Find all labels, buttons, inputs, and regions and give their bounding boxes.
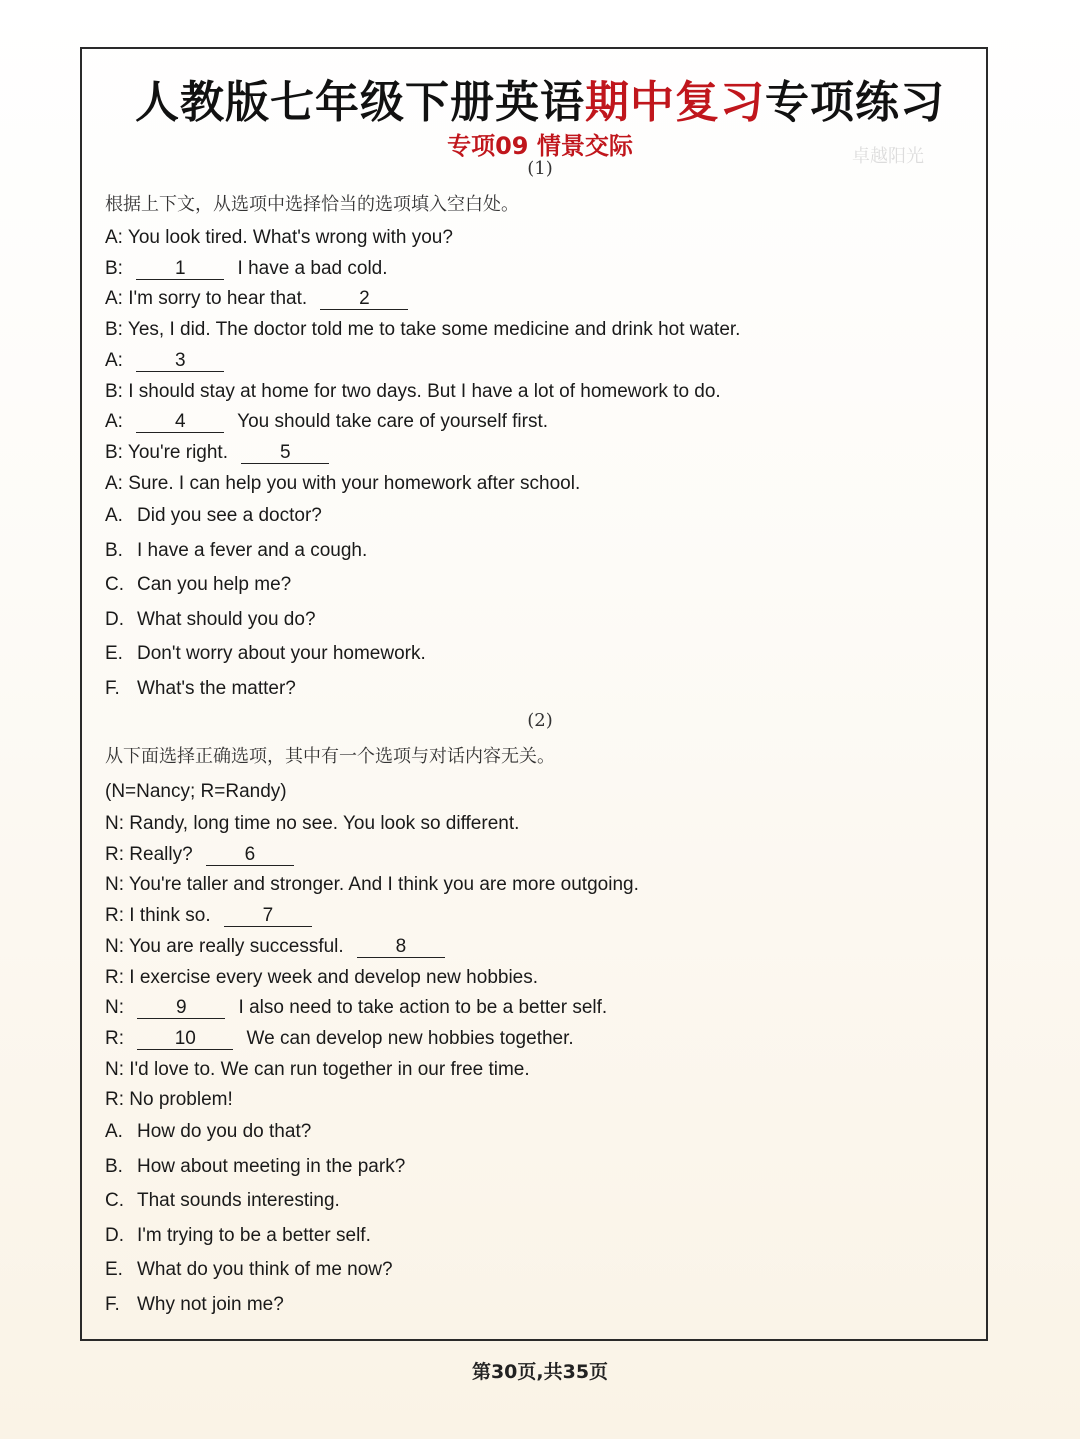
dialogue-text: A: I'm sorry to hear that. <box>105 288 313 310</box>
dialogue-text: N: <box>105 997 130 1019</box>
section-2-legend: (N=Nancy; R=Randy) <box>105 781 287 802</box>
dialogue-text: A: <box>105 411 129 433</box>
section-1-dialogue-line <box>105 410 548 434</box>
section-2-option <box>105 1189 340 1213</box>
section-1-option <box>105 608 316 632</box>
option-letter: C. <box>105 1190 124 1212</box>
dialogue-text: R: No problem! <box>105 1089 233 1111</box>
answer-blank[interactable]: 1 <box>136 259 224 280</box>
dialogue-text: I have a bad cold. <box>232 257 388 279</box>
section-2-dialogue-line <box>105 812 519 836</box>
answer-blank[interactable]: 4 <box>136 412 224 433</box>
dialogue-text: R: Really? <box>105 843 198 865</box>
answer-blank[interactable]: 3 <box>136 351 224 372</box>
option-letter: B. <box>105 539 123 561</box>
dialogue-text: R: I exercise every week and develop new hobbies. <box>105 966 539 988</box>
section-1-dialogue-line <box>105 226 453 250</box>
section-2-dialogue-line <box>105 1058 530 1082</box>
section-2-number: (2) <box>527 710 553 731</box>
option-letter: D. <box>105 608 124 630</box>
option-text: What's the matter? <box>137 678 296 699</box>
section-1-instruction: 根据上下文，从选项中选择恰当的选项填入空白处。 <box>105 194 519 215</box>
option-text: Did you see a doctor? <box>137 505 322 526</box>
option-text: That sounds interesting. <box>137 1190 340 1212</box>
dialogue-text: B: I should stay at home for two days. But I have a lot of homework to do. <box>105 380 721 402</box>
section-1-option <box>105 573 291 597</box>
option-letter: C. <box>105 574 124 596</box>
watermark: 卓越阳光 <box>852 146 924 167</box>
dialogue-text: R: <box>105 1027 130 1049</box>
option-letter: F. <box>105 678 120 699</box>
section-1-dialogue-line <box>105 441 337 465</box>
dialogue-text: N: You are really successful. <box>105 935 349 957</box>
section-1-option <box>105 539 367 563</box>
option-text: Why not join me? <box>137 1294 284 1315</box>
section-1-number: (1) <box>527 158 553 179</box>
section-2-dialogue-line <box>105 996 607 1020</box>
section-2-option <box>105 1224 371 1248</box>
section-1-option <box>105 642 426 666</box>
option-letter: D. <box>105 1224 124 1246</box>
dialogue-text: N: I'd love to. We can run together in our free time. <box>105 1058 530 1080</box>
answer-blank[interactable]: 8 <box>357 937 445 958</box>
option-text: How about meeting in the park? <box>137 1155 406 1177</box>
option-letter: E. <box>105 1259 123 1281</box>
section-1-dialogue-line <box>105 318 740 342</box>
option-letter: B. <box>105 1155 123 1177</box>
page-title: 人教版七年级下册英语期中复习专项练习 <box>135 77 945 128</box>
section-2-dialogue-line <box>105 935 453 959</box>
dialogue-text: R: I think so. <box>105 905 216 927</box>
section-1-dialogue-line <box>105 287 416 311</box>
section-2-option <box>105 1155 405 1179</box>
option-text: What should you do? <box>137 608 316 630</box>
section-1-dialogue-line <box>105 349 232 373</box>
section-2-dialogue-line <box>105 873 639 897</box>
answer-blank[interactable]: 10 <box>137 1029 233 1050</box>
answer-blank[interactable]: 7 <box>224 906 312 927</box>
option-letter: F. <box>105 1294 120 1315</box>
section-2-option <box>105 1293 284 1317</box>
section-1-dialogue-line <box>105 257 388 281</box>
option-text: Don't worry about your homework. <box>137 643 426 665</box>
dialogue-text: N: You're taller and stronger. And I think you are more outgoing. <box>105 874 639 896</box>
dialogue-text: A: <box>105 349 129 371</box>
section-2-dialogue-line <box>105 1088 233 1112</box>
section-2-dialogue-line <box>105 904 320 928</box>
section-1-dialogue-line <box>105 380 721 404</box>
answer-blank[interactable]: 2 <box>320 289 408 310</box>
dialogue-text: We can develop new hobbies together. <box>241 1027 574 1049</box>
option-text: Can you help me? <box>137 574 292 596</box>
dialogue-text: You should take care of yourself first. <box>232 411 549 433</box>
section-1-option <box>105 504 322 528</box>
option-text: I'm trying to be a better self. <box>137 1224 371 1246</box>
dialogue-text: A: You look tired. What's wrong with you? <box>105 227 453 248</box>
option-text: What do you think of me now? <box>137 1259 393 1281</box>
option-text: How do you do that? <box>137 1121 312 1142</box>
page-number: 第30页,共35页 <box>471 1361 609 1383</box>
dialogue-text: B: <box>105 257 129 279</box>
section-2-dialogue-line <box>105 843 302 867</box>
answer-blank[interactable]: 9 <box>137 998 225 1019</box>
section-2-instruction: 从下面选择正确选项，其中有一个选项与对话内容无关。 <box>105 746 555 767</box>
section-2-option <box>105 1120 311 1144</box>
page-subtitle: 专项09 情景交际 <box>447 132 633 160</box>
dialogue-text: B: Yes, I did. The doctor told me to take some medicine and drink hot water. <box>105 319 741 341</box>
option-letter: E. <box>105 643 123 665</box>
section-2-option <box>105 1258 393 1282</box>
section-2-dialogue-line <box>105 1027 574 1051</box>
dialogue-text: B: You're right. <box>105 441 234 463</box>
dialogue-text: A: Sure. I can help you with your homework after school. <box>105 472 581 494</box>
option-letter: A. <box>105 1121 123 1142</box>
section-2-dialogue-line <box>105 966 538 990</box>
section-1-dialogue-line <box>105 472 580 496</box>
option-text: I have a fever and a cough. <box>137 539 368 561</box>
dialogue-text: I also need to take action to be a better self. <box>233 997 608 1019</box>
answer-blank[interactable]: 5 <box>241 443 329 464</box>
answer-blank[interactable]: 6 <box>206 845 294 866</box>
option-letter: A. <box>105 505 123 526</box>
section-1-option <box>105 677 296 701</box>
dialogue-text: N: Randy, long time no see. You look so different. <box>105 813 520 834</box>
